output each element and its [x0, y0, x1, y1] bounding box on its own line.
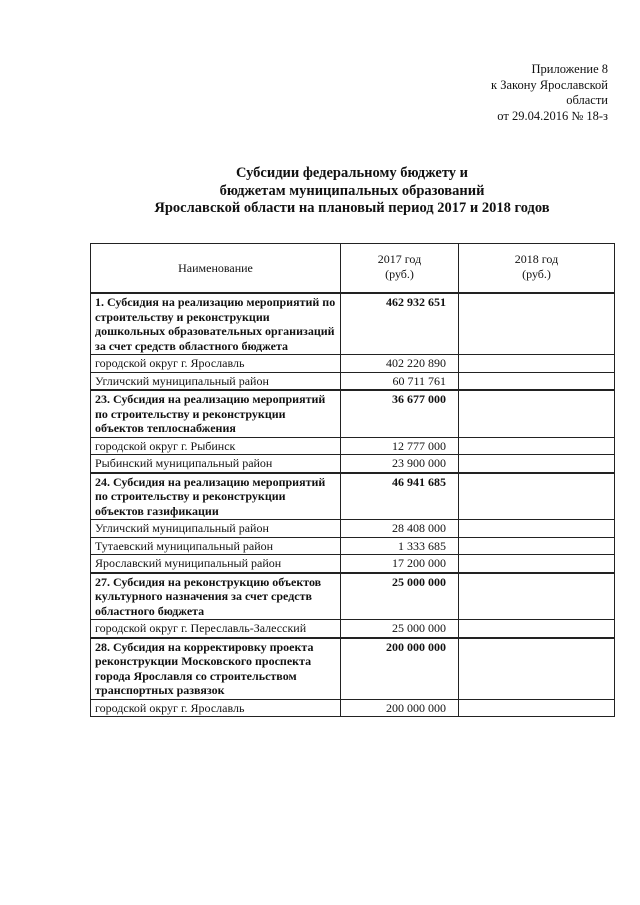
table-row — [91, 390, 615, 437]
row-value-2018 — [459, 638, 615, 700]
appendix-date: от 29.04.2016 № 18-з — [497, 108, 608, 123]
table-header-row — [91, 244, 615, 294]
row-value-2018 — [459, 473, 615, 520]
table-row — [91, 638, 615, 700]
row-value-2018 — [459, 537, 615, 555]
row-value-2017: 60 711 761 — [341, 372, 459, 390]
row-value-2017: 23 900 000 — [341, 455, 459, 473]
row-value-2018 — [459, 293, 615, 355]
row-value-2017: 12 777 000 — [341, 437, 459, 455]
appendix-number: Приложение 8 — [531, 62, 608, 76]
table-row — [91, 520, 615, 538]
row-name: 28. Субсидия на корректировку проекта реконструкции Московского проспекта города Ярославля со строительством транспортных развязок — [91, 638, 341, 700]
table-row — [91, 293, 615, 355]
row-name: городской округ г. Ярославль — [91, 699, 341, 717]
row-name: Тутаевский муниципальный район — [91, 537, 341, 555]
row-value-2017: 17 200 000 — [341, 555, 459, 573]
table-row — [91, 555, 615, 573]
row-value-2018 — [459, 520, 615, 538]
row-name: 1. Субсидия на реализацию мероприятий по строительству и реконструкции дошкольных образовательных организаций за счет средств областного бюджета — [91, 293, 341, 355]
row-value-2018 — [459, 372, 615, 390]
row-value-2018 — [459, 555, 615, 573]
row-value-2017: 402 220 890 — [341, 355, 459, 373]
row-value-2017: 25 000 000 — [341, 573, 459, 620]
subsidy-table — [90, 243, 615, 717]
header-2018-unit: (руб.) — [522, 266, 551, 281]
row-value-2017: 46 941 685 — [341, 473, 459, 520]
header-2017 — [341, 244, 459, 294]
row-value-2017: 200 000 000 — [341, 638, 459, 700]
header-2017-year: 2017 год — [377, 252, 422, 266]
row-value-2017: 28 408 000 — [341, 520, 459, 538]
row-name: городской округ г. Переславль-Залесский — [91, 620, 341, 638]
row-value-2017: 36 677 000 — [341, 390, 459, 437]
row-value-2017: 462 932 651 — [341, 293, 459, 355]
row-value-2017: 1 333 685 — [341, 537, 459, 555]
table-row — [91, 372, 615, 390]
row-name: городской округ г. Ярославль — [91, 355, 341, 373]
row-name: Рыбинский муниципальный район — [91, 455, 341, 473]
header-2017-unit: (руб.) — [385, 266, 414, 281]
row-value-2018 — [459, 390, 615, 437]
row-name: 23. Субсидия на реализацию мероприятий по строительству и реконструкции объектов теплоснабжения — [91, 390, 341, 437]
table-row — [91, 699, 615, 717]
row-value-2018 — [459, 620, 615, 638]
row-value-2018 — [459, 355, 615, 373]
row-name: Ярославский муниципальный район — [91, 555, 341, 573]
table-row — [91, 573, 615, 620]
row-name: городской округ г. Рыбинск — [91, 437, 341, 455]
table-row — [91, 455, 615, 473]
row-value-2017: 25 000 000 — [341, 620, 459, 638]
title-line-3: Ярославской области на плановый период 2017 и 2018 годов — [154, 200, 550, 216]
table-row — [91, 473, 615, 520]
row-value-2018 — [459, 573, 615, 620]
header-2018-year: 2018 год — [514, 252, 559, 266]
row-value-2018 — [459, 437, 615, 455]
table-row — [91, 620, 615, 638]
header-name: Наименование — [91, 244, 341, 294]
table-row — [91, 355, 615, 373]
header-2018 — [459, 244, 615, 294]
appendix-header — [491, 62, 608, 124]
row-name: Угличский муниципальный район — [91, 372, 341, 390]
table-row — [91, 437, 615, 455]
row-value-2018 — [459, 699, 615, 717]
row-name: 27. Субсидия на реконструкцию объектов культурного назначения за счет средств областного бюджета — [91, 573, 341, 620]
row-name: 24. Субсидия на реализацию мероприятий по строительству и реконструкции объектов газификации — [91, 473, 341, 520]
appendix-law: к Закону Ярославской — [491, 77, 608, 92]
document-title — [90, 165, 614, 218]
row-value-2017: 200 000 000 — [341, 699, 459, 717]
table-row — [91, 537, 615, 555]
row-name: Угличский муниципальный район — [91, 520, 341, 538]
table-body — [91, 293, 615, 717]
title-line-1: Субсидии федеральному бюджету и — [235, 165, 468, 181]
appendix-region: области — [566, 93, 608, 107]
title-line-2: бюджетам муниципальных образований — [219, 182, 485, 199]
row-value-2018 — [459, 455, 615, 473]
